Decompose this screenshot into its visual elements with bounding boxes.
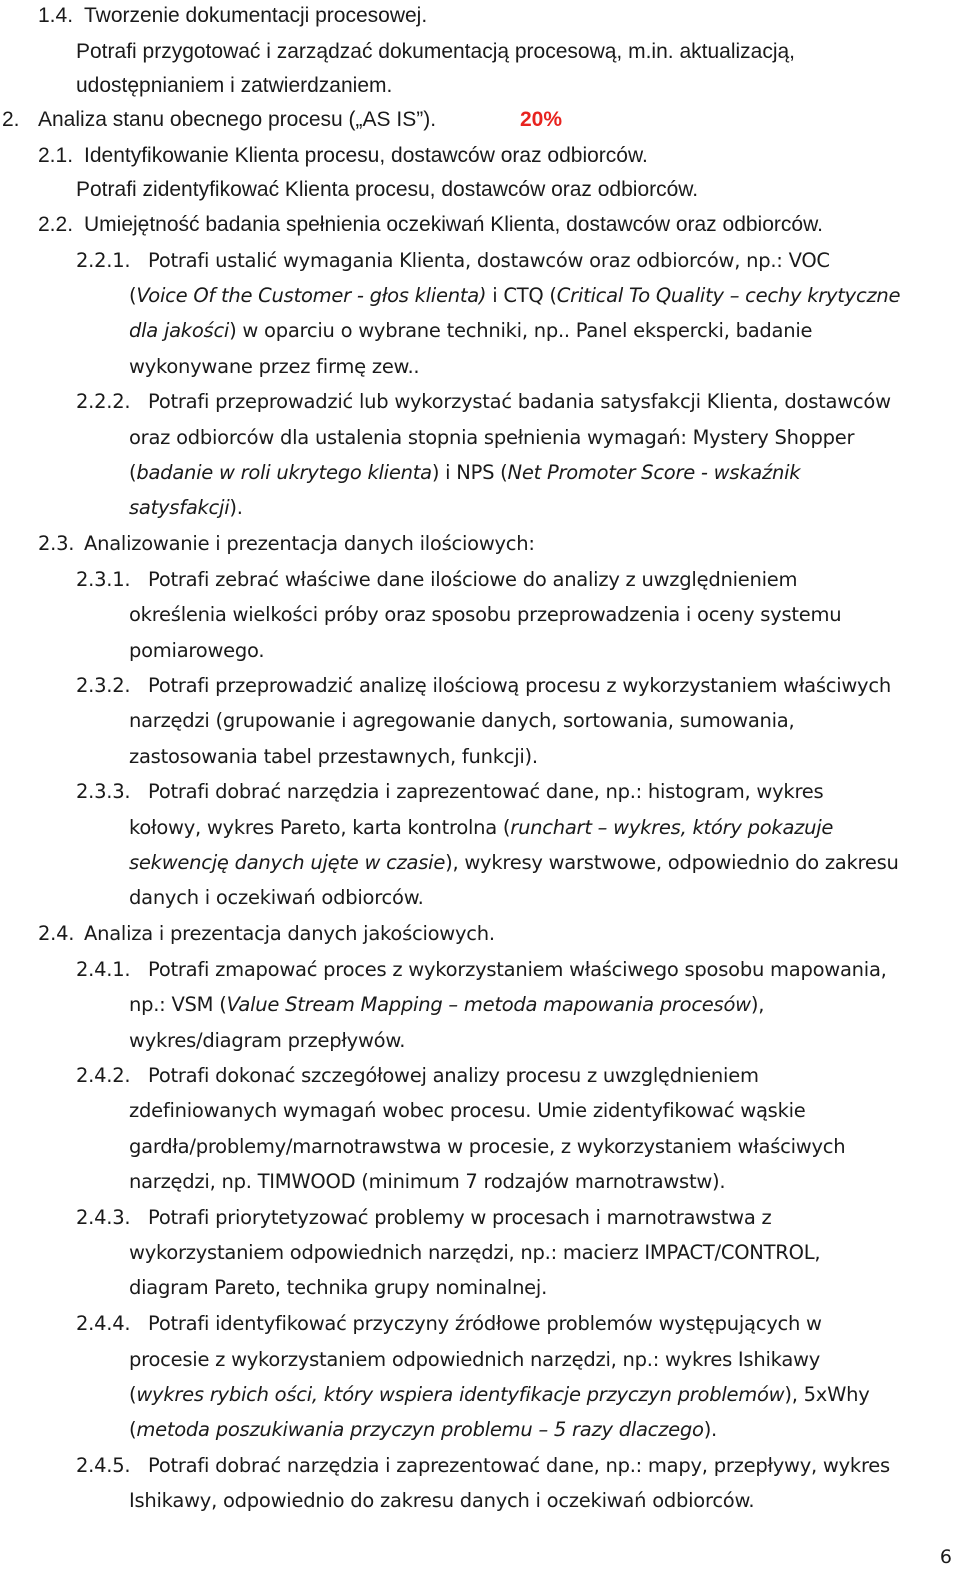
- item-2-4-4-line: [76, 1314, 822, 1334]
- item-2-3-3-line: [129, 853, 899, 873]
- item-2-4-5-line: Ishikawy, odpowiednio do zakresu danych i oczekiwań odbiorców.: [129, 1489, 755, 1512]
- item-2-3-1-line: [76, 570, 797, 590]
- item-text-italic: metoda poszukiwania przyczyn problemu – 5 razy dlaczego: [136, 1418, 704, 1441]
- item-number: 2.2.2.: [76, 390, 131, 413]
- item-2-3-3-line: [129, 818, 833, 838]
- item-2-4-3-line: [76, 1208, 772, 1228]
- section-number: 2.2.: [38, 213, 74, 236]
- item-2-4-3-line: diagram Pareto, technika grupy nominalnej.: [129, 1276, 548, 1299]
- item-text-italic: sekwencję danych ujęte w czasie: [129, 851, 446, 874]
- item-text-italic: Value Stream Mapping – metoda mapowania procesów: [226, 993, 751, 1016]
- item-2-4-2-line: zdefiniowanych wymagań wobec procesu. Umie zidentyfikować wąskie: [129, 1099, 806, 1122]
- item-2-4-2-line: gardła/problemy/marnotrawstwa w procesie, z wykorzystaniem właściwych: [129, 1135, 846, 1158]
- item-2-3-3-line: danych i oczekiwań odbiorców.: [129, 886, 424, 909]
- item-text: Potrafi ustalić wymagania Klienta, dostawców oraz odbiorców, np.: VOC: [148, 249, 830, 272]
- section-title: Umiejętność badania spełnienia oczekiwań Klienta, dostawców oraz odbiorców.: [84, 213, 823, 236]
- section-1-4-heading: [38, 5, 427, 26]
- item-2-3-3-line: [76, 782, 823, 802]
- item-2-4-5-line: [76, 1456, 890, 1476]
- item-text-italic: Voice Of the Customer - głos klienta): [136, 284, 487, 307]
- section-1-4-desc-line: Potrafi przygotować i zarządzać dokumentacją procesową, m.in. aktualizacją,: [76, 40, 796, 63]
- section-title: Analizowanie i prezentacja danych ilościowych:: [84, 532, 535, 555]
- item-text: (: [129, 284, 137, 307]
- item-2-4-1-line: [129, 995, 764, 1015]
- item-text-italic: badanie w roli ukrytego klienta: [136, 461, 432, 484]
- item-2-3-2-line: zastosowania tabel przestawnych, funkcji).: [129, 745, 538, 768]
- section-2-2-heading: [38, 214, 823, 235]
- item-2-2-1-line: wykonywane przez firmę zew..: [129, 355, 420, 378]
- item-text: Potrafi priorytetyzować problemy w procesach i marnotrawstwa z: [148, 1206, 772, 1229]
- item-number: 2.4.2.: [76, 1064, 131, 1087]
- item-text-italic: satysfakcji: [129, 496, 230, 519]
- item-2-2-2-line: oraz odbiorców dla ustalenia stopnia spełnienia wymagań: Mystery Shopper: [129, 426, 855, 449]
- item-2-2-2-line: [129, 463, 800, 483]
- section-title: Tworzenie dokumentacji procesowej.: [84, 4, 428, 27]
- item-text: (: [129, 1418, 137, 1441]
- item-number: 2.3.3.: [76, 780, 131, 803]
- item-2-4-4-line: [129, 1420, 717, 1440]
- item-text-italic: dla jakości: [129, 319, 230, 342]
- item-2-2-2-line: [129, 498, 243, 518]
- item-text-italic: Critical To Quality – cechy krytyczne: [556, 284, 901, 307]
- item-text-italic: wykres rybich ości, który wspiera identyfikacje przyczyn problemów: [136, 1383, 785, 1406]
- page-number: 6: [939, 1546, 952, 1568]
- item-text: Potrafi identyfikować przyczyny źródłowe problemów występujących w: [148, 1312, 822, 1335]
- section-2-1-desc: Potrafi zidentyfikować Klienta procesu, dostawców oraz odbiorców.: [76, 178, 699, 201]
- section-2-1-heading: [38, 145, 648, 166]
- item-text: Potrafi dobrać narzędzia i zaprezentować dane, np.: histogram, wykres: [148, 780, 824, 803]
- section-number: 2.4.: [38, 922, 75, 945]
- section-2-4-heading: [38, 924, 495, 944]
- item-text: ),: [750, 993, 765, 1016]
- item-text: (: [129, 1383, 137, 1406]
- item-text: Potrafi dobrać narzędzia i zaprezentować dane, np.: mapy, przepływy, wykres: [148, 1454, 890, 1477]
- item-2-2-1-line: [129, 321, 812, 341]
- item-text: ).: [229, 496, 243, 519]
- section-title: Analiza i prezentacja danych jakościowych.: [84, 922, 495, 945]
- item-text-italic: runchart – wykres, który pokazuje: [510, 816, 834, 839]
- item-text-italic: Net Promoter Score - wskaźnik: [507, 461, 801, 484]
- item-text: Potrafi przeprowadzić analizę ilościową procesu z wykorzystaniem właściwych: [148, 674, 891, 697]
- item-text: kołowy, wykres Pareto, karta kontrolna (: [129, 816, 511, 839]
- item-text: ), wykresy warstwowe, odpowiednio do zakresu: [445, 851, 899, 874]
- item-text: np.: VSM (: [129, 993, 227, 1016]
- item-2-4-2-line: [76, 1066, 759, 1086]
- item-number: 2.4.5.: [76, 1454, 131, 1477]
- item-2-2-1-line: [129, 286, 900, 306]
- section-1-4-desc-line: udostępnianiem i zatwierdzaniem.: [76, 74, 393, 97]
- item-2-3-1-line: pomiarowego.: [129, 639, 265, 662]
- item-text: (: [129, 461, 137, 484]
- item-2-4-4-line: procesie z wykorzystaniem odpowiednich narzędzi, np.: wykres Ishikawy: [129, 1348, 821, 1371]
- section-number: 2.: [2, 108, 20, 131]
- item-number: 2.4.1.: [76, 958, 131, 981]
- item-number: 2.2.1.: [76, 249, 131, 272]
- item-number: 2.3.2.: [76, 674, 131, 697]
- section-number: 2.3.: [38, 532, 75, 555]
- item-number: 2.3.1.: [76, 568, 131, 591]
- item-text: Potrafi zebrać właściwe dane ilościowe do analizy z uwzględnieniem: [148, 568, 798, 591]
- section-title: Identyfikowanie Klienta procesu, dostawców oraz odbiorców.: [84, 144, 648, 167]
- item-2-3-2-line: narzędzi (grupowanie i agregowanie danych, sortowania, sumowania,: [129, 709, 795, 732]
- section-2-heading: [2, 109, 436, 130]
- item-2-4-1-line: wykres/diagram przepływów.: [129, 1029, 406, 1052]
- item-text: Potrafi dokonać szczegółowej analizy procesu z uwzględnieniem: [148, 1064, 759, 1087]
- section-number: 2.1.: [38, 144, 74, 167]
- section-weight-badge: 20%: [520, 108, 563, 131]
- item-number: 2.4.4.: [76, 1312, 131, 1335]
- item-2-2-1-line: [76, 251, 830, 271]
- item-text: Potrafi przeprowadzić lub wykorzystać badania satysfakcji Klienta, dostawców: [148, 390, 891, 413]
- item-2-4-2-line: narzędzi, np. TIMWOOD (minimum 7 rodzajów marnotrawstw).: [129, 1170, 726, 1193]
- item-2-3-1-line: określenia wielkości próby oraz sposobu przeprowadzenia i oceny systemu: [129, 603, 842, 626]
- section-2-3-heading: [38, 534, 535, 554]
- item-text: i CTQ (: [486, 284, 557, 307]
- item-2-3-2-line: [76, 676, 891, 696]
- item-text: ) w oparciu o wybrane techniki, np.. Panel ekspercki, badanie: [229, 319, 813, 342]
- item-2-4-4-line: [129, 1385, 870, 1405]
- item-text: ) i NPS (: [431, 461, 508, 484]
- item-2-4-3-line: wykorzystaniem odpowiednich narzędzi, np.: macierz IMPACT/CONTROL,: [129, 1241, 821, 1264]
- item-2-2-2-line: [76, 392, 891, 412]
- item-text: ), 5xWhy: [784, 1383, 870, 1406]
- item-number: 2.4.3.: [76, 1206, 131, 1229]
- item-2-4-1-line: [76, 960, 887, 980]
- item-text: Potrafi zmapować proces z wykorzystaniem właściwego sposobu mapowania,: [148, 958, 887, 981]
- item-text: ).: [703, 1418, 718, 1441]
- section-number: 1.4.: [38, 4, 74, 27]
- section-title: Analiza stanu obecnego procesu („AS IS”).: [38, 108, 437, 131]
